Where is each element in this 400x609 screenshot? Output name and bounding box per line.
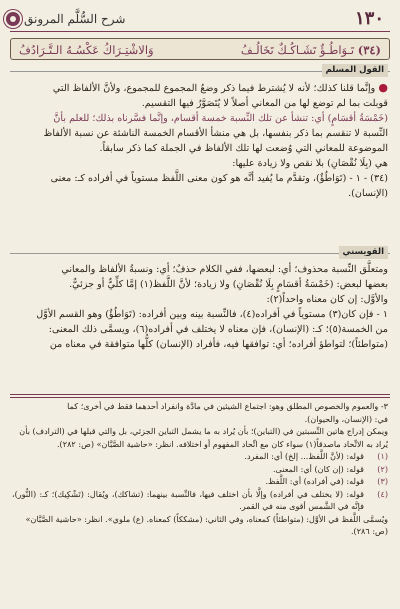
section-label-quwaysini: القويسني xyxy=(339,246,388,259)
text-line: ومتعلَّق النِّسبة محذوف؛ أي: لبعضها، ففي الكلام حذفٌ؛ أي: ونسبةُ الألفاظ والمعاني xyxy=(61,264,388,275)
footnote-line: يُراد به الاتِّحاد ماصدقاً(١) سواء كان مع اتِّحاد المفهوم أو اختلافه. انظر: «حاشية الصَّبَّان» (ص: ٢٨٢). xyxy=(56,438,388,449)
text-line: ١ - فإن كان(٣) مستوياً في أفراده(٤)، فالنِّسبة بينه وبين أفراده: (تَوَاطُؤٌ) وهو القسم الأوَّل xyxy=(36,309,388,320)
section-label-qawl: القول المسلم xyxy=(322,64,388,77)
footnote-line: ويمكن إدراج هاتين النِّسبتين في (التباين)؛ بأن يُراد به ما يشمل التباين الجزئي، بل والتي قبلها في (الترادف) بأن xyxy=(19,426,388,436)
footnote-item xyxy=(12,475,388,488)
text-line: (الإنسان). xyxy=(348,188,388,199)
verse-right-hemistich: تَـوَاطُـؤٌ تَشَـاكُـكٌ تَخَالُـفُ xyxy=(240,43,355,57)
rosette-ornament-icon xyxy=(6,12,20,26)
page-header xyxy=(8,6,390,34)
text-line: النِّسبة لا تنقسم بما ذكر بنفسها، بل هي منشأ الأقسام الخمسة الناشئة عن نسبة الألفاظ xyxy=(43,128,388,139)
footnote-text: قوله: (لأنَّ اللَّفظ... إلخ) أي: المفرد. xyxy=(244,451,364,461)
footnote-item xyxy=(12,488,388,513)
commentary-section-2 xyxy=(12,262,388,352)
text-line: الموضوعة للمعاني التي وُضعت لها تلك الألفاظ في الجملة كما ذكر سابقاً. xyxy=(99,143,388,154)
text-line: هي (بِلَا نُقْصَانِ) بلا نقص ولا زيادة عليها: xyxy=(232,158,388,169)
footnote-text: قوله: (في أفراده) أي: اللَّفظ. xyxy=(265,476,364,486)
footnote-text: قوله: (إن كان) أي: المعنى. xyxy=(272,463,364,474)
footnote-text: قوله: (لا يختلف في أفراده) وإلَّا بأن اختلف فيها، فالنِّسبة بينهما: (تشاكك)، ويُقال: (تَشْكِيك)؛ كـ: (النُّور)، فإنَّه في الشَّمس أقوى منه في القمر. xyxy=(12,488,364,511)
footnote-item xyxy=(12,450,388,463)
footnote-line: ٣- والعموم والخصوص المطلق وهو: اجتماع الشيئين في مادَّة وانفراد أحدهما فقط في أخرى؛ كما xyxy=(67,401,388,411)
footnote-rule xyxy=(10,394,390,395)
page-number: ١٣٠ xyxy=(354,8,384,29)
text-line: (خَمْسَةُ أقسَامٍ) أي: تنشأ عن تلك النِّسبة خمسة أقسام، وإنَّما فسَّرناه بذلك؛ للعلم بأنَّ xyxy=(53,113,388,124)
footnote-line: (ص: ٢٨٦). xyxy=(350,526,388,536)
text-line: بعضها لبعض: (خَمْسَةُ أقسَامٍ بِلَا نُقْصَانِ) ولا زيادة؛ لأنَّ اللَّفظ(١) إمَّا كلِّيٌّ أو جزئيٌّ. xyxy=(69,279,388,290)
text-line: من الخمسة(٥)؛ كـ: (الإنسان)، فإن معناه لا يختلف في أفراده(٦)، ويسمَّى ذلك المعنى: xyxy=(48,324,388,335)
verse-number: (٣٤) xyxy=(357,43,381,57)
book-title: شرح السُّلَّم المرونق xyxy=(24,12,126,26)
matn-verse-box xyxy=(10,38,390,60)
text-line: (متواطئاً)؛ لتواطؤ أفراده؛ أي: توافقها فيه، فأفراد (الإنسان) كلُّها متوافقة في معناه من xyxy=(49,339,388,350)
text-line: وإنَّما قلنا كذلك؛ لأنه لا يُشترط فيما ذكر وضعُ المجموع للمجموع، ولأنَّ الألفاظ التي xyxy=(52,83,376,94)
footnote-line: ويُسمَّى اللَّفظ في الأوَّل: (متواطئاً) كمعناه، وفي الثاني: (مشككاً) كمعناه. (ع) ملوي». انظر: «حاشية الصَّبَّان» xyxy=(25,513,388,524)
commentary-section-1 xyxy=(12,80,388,201)
footnote-number: (٣) xyxy=(377,476,388,486)
bullet-dot-icon: ● xyxy=(378,81,388,94)
verse-left-hemistich: وَالاشْتِـرَاكُ عَكْسُـهُ الـتَّـرَادُفُ xyxy=(19,43,154,57)
footnote-number: (٤) xyxy=(377,488,388,499)
footnote-item xyxy=(12,463,388,476)
text-line: والأوَّل: إن كان معناه واحداً(٢): xyxy=(266,294,388,305)
text-line: قوبلت بما لم توضع لها من المعاني أصلاً لا يُتَصَوَّرُ فيها التقسيم. xyxy=(141,98,388,109)
header-divider xyxy=(10,31,390,32)
footnote-number: (٢) xyxy=(377,463,388,474)
footnotes xyxy=(12,400,388,538)
text-line: (٣٤) - ١ - (تَوَاطُؤٌ)، وتقدَّم ما يُفيد أنَّه هو كون معنى اللَّفظ مستوياً في أفراده كـ: معنى xyxy=(50,173,388,184)
label-divider-2 xyxy=(10,253,390,254)
footnote-rule-thin xyxy=(10,397,390,398)
footnote-line: في: (الإنسان، والحيوان). xyxy=(304,413,388,424)
footnote-number: (١) xyxy=(377,451,388,461)
